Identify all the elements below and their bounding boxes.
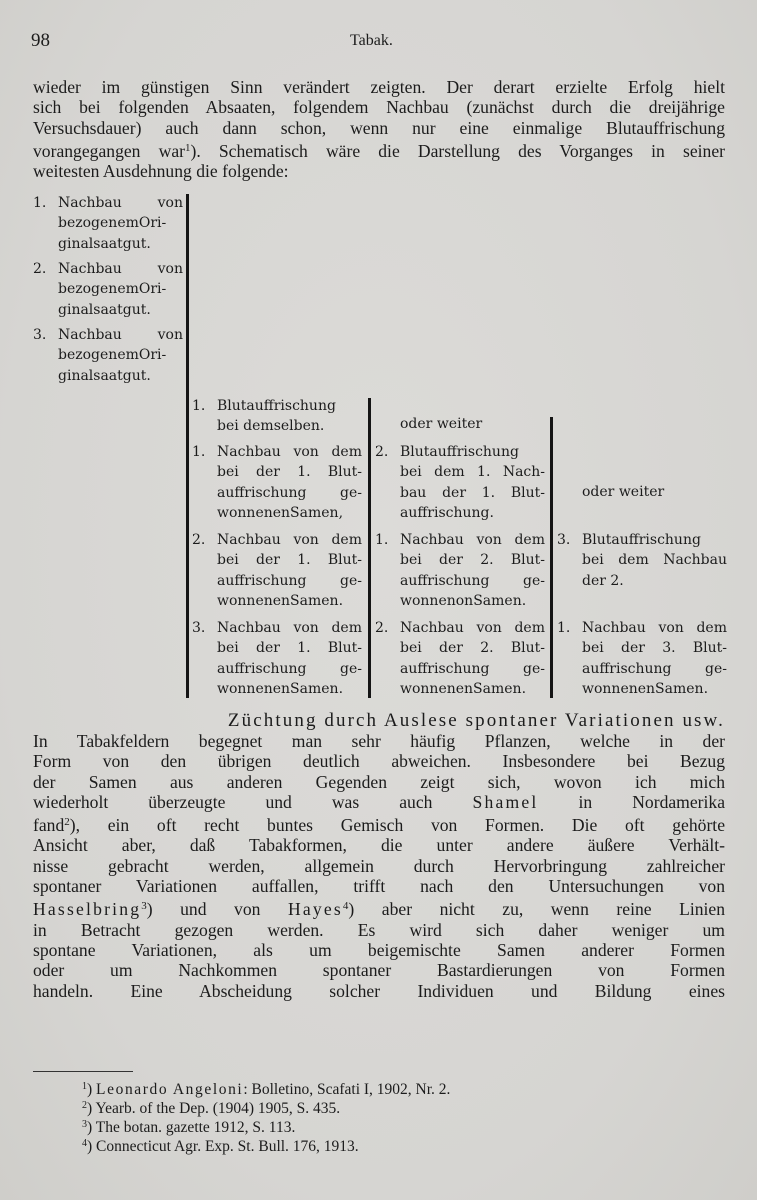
text-fragment: vorangegangen war xyxy=(33,140,185,161)
item-line: Nachbau von dem xyxy=(217,532,362,548)
text-line: In Tabakfeldern begegnet man sehr häufig Pflanzen, welche in der xyxy=(33,731,725,751)
footnote-mark: 1 xyxy=(82,1081,87,1092)
item-number: 1. xyxy=(192,398,206,414)
column-divider xyxy=(368,398,371,698)
item-line: bau der 1. Blut- xyxy=(400,484,545,501)
text-line: oder um Nachkommen spontaner Bastardierungen von Formen xyxy=(33,960,725,981)
text-line xyxy=(33,138,725,161)
item-line: auffrischung ge- xyxy=(217,660,362,677)
text-fragment: ), ein oft recht buntes Gemisch von Formen. Die oft gehörte xyxy=(69,815,725,836)
text-fragment: ). Schematisch wäre die Darstellung des Vorganges in seiner xyxy=(190,140,725,161)
item-line: Nachbau von dem xyxy=(217,444,362,460)
item-number: 1. xyxy=(33,195,47,211)
item-line: bei der 2. Blut- xyxy=(400,640,545,657)
item-line: der 2. xyxy=(582,572,624,589)
item-line: Nachbau von xyxy=(58,261,183,277)
footnote-author: Leonardo Angeloni xyxy=(96,1081,244,1098)
footnote-mark: 4 xyxy=(82,1138,87,1149)
text-line: handeln. Eine Abscheidung solcher Individuen und Bildung eines xyxy=(33,980,725,1001)
item-number: 2. xyxy=(375,444,389,460)
item-line: bei dem 1. Nach- xyxy=(400,464,545,481)
item-line: bezogenemOri- xyxy=(58,281,167,298)
item-line: wonnenenSamen. xyxy=(400,680,527,697)
item-line: Nachbau von xyxy=(58,327,183,343)
item-number: 2. xyxy=(192,532,206,548)
footnote: $^4$) Connecticut Agr. Exp. St. Bull. 176, 1913. xyxy=(82,1138,359,1155)
text-line xyxy=(33,896,725,919)
text-line: der Samen aus anderen Gegenden zeigt sich, wovon ich mich xyxy=(33,771,725,792)
item-line: bei der 2. Blut- xyxy=(400,552,545,569)
author-name: Hayes xyxy=(287,899,343,920)
text-fragment: in Nordamerika xyxy=(578,791,726,812)
item-line: bei der 1. Blut- xyxy=(217,640,362,657)
item-line: Blutauffrischung xyxy=(582,532,701,548)
schema-column-3 xyxy=(375,414,547,699)
item-line: auffrischung ge- xyxy=(217,572,362,589)
item-line: wonnenonSamen. xyxy=(400,592,527,609)
item-line: auffrischung ge- xyxy=(582,660,727,677)
item-line: auffrischung ge- xyxy=(400,660,545,677)
footnote-mark: 2 xyxy=(82,1100,87,1111)
running-title: Tabak. xyxy=(350,32,393,49)
item-line: auffrischung ge- xyxy=(217,484,362,501)
footnote-mark: 3 xyxy=(82,1119,87,1130)
paragraph-intro xyxy=(33,77,725,181)
text-fragment: fand xyxy=(33,815,65,836)
item-line: wonnenenSamen, xyxy=(217,504,344,521)
continuation-note: oder weiter xyxy=(400,416,483,432)
item-line: bei der 1. Blut- xyxy=(217,552,362,569)
text-line: Form von den übrigen deutlich abweichen. Insbesondere bei Bezug xyxy=(33,751,725,772)
item-number: 3. xyxy=(557,532,571,548)
item-line: auffrischung ge- xyxy=(400,572,545,589)
column-divider xyxy=(550,417,553,698)
text-line: Ansicht aber, daß Tabakformen, die unter andere äußere Verhält- xyxy=(33,835,725,856)
author-name: Hasselbring xyxy=(33,899,142,920)
item-number: 1. xyxy=(557,620,571,636)
section-heading: Züchtung durch Auslese spontaner Variationen usw. xyxy=(227,710,725,731)
text-line: weitesten Ausdehnung die folgende: xyxy=(33,161,289,182)
item-line: Nachbau von dem xyxy=(400,620,545,636)
footnote-text: The botan. gazette 1912, S. 113. xyxy=(95,1119,296,1136)
item-line: ginalsaatgut. xyxy=(58,367,151,384)
item-line: bezogenemOri- xyxy=(58,347,167,364)
text-line: spontane Variationen, als um beigemischte Samen anderer Formen xyxy=(33,939,725,960)
item-line: bezogenemOri- xyxy=(58,215,167,232)
item-line: Blutauffrischung xyxy=(400,444,519,460)
text-line: sich bei folgenden Absaaten, folgendem Nachbau (zunächst durch die dreijährige xyxy=(33,97,725,118)
item-line: bei dem Nachbau xyxy=(582,552,727,569)
continuation-note: oder weiter xyxy=(582,484,665,500)
footnote-ref: 1 xyxy=(184,141,191,154)
item-line: bei der 3. Blut- xyxy=(582,640,727,657)
item-line: Nachbau von dem xyxy=(400,532,545,548)
footnote-ref: 3 xyxy=(141,900,147,913)
item-line: Blutauffrischung xyxy=(217,398,336,414)
text-fragment: wiederholt überzeugte und was auch xyxy=(33,791,433,812)
footnote-ref: 2 xyxy=(64,816,70,829)
text-fragment: ) aber nicht zu, wenn reine Linien xyxy=(348,899,725,920)
footnote: $^3$) The botan. gazette 1912, S. 113. xyxy=(82,1119,296,1136)
text-fragment: ) und von xyxy=(146,899,261,920)
item-number: 2. xyxy=(33,261,47,277)
footnote-text: Yearb. of the Dep. (1904) 1905, S. 435. xyxy=(95,1100,341,1117)
item-line: Nachbau von xyxy=(58,195,183,211)
footnote-text: Connecticut Agr. Exp. St. Bull. 176, 1913. xyxy=(96,1138,359,1155)
text-line: nisse gebracht werden, allgemein durch Hervorbringung zahlreicher xyxy=(33,855,725,876)
paragraph-selection xyxy=(33,731,725,1001)
footnote-ref: 4 xyxy=(342,900,349,913)
item-line: Nachbau von dem xyxy=(582,620,727,636)
item-line: wonnenenSamen. xyxy=(582,680,709,697)
text-line: spontaner Variationen auffallen, trifft nach den Untersuchungen von xyxy=(33,876,725,897)
text-line: in Betracht gezogen werden. Es wird sich daher weniger um xyxy=(33,919,725,940)
item-line: ginalsaatgut. xyxy=(58,235,151,252)
schema-column-1 xyxy=(33,193,183,393)
text-line: wieder im günstigen Sinn verändert zeigten. Der derart erzielte Erfolg hielt xyxy=(33,77,725,97)
item-line: wonnenenSamen. xyxy=(217,680,344,697)
item-line: auffrischung. xyxy=(400,504,494,521)
footnote-separator xyxy=(33,1071,133,1072)
text-line: Versuchsdauer) auch dann schon, wenn nur eine einmalige Blutauffrischung xyxy=(33,117,725,138)
footnote: $^1$) Leonardo Angeloni: Bolletino, Scafati I, 1902, Nr. 2. xyxy=(82,1081,451,1098)
item-line: ginalsaatgut. xyxy=(58,301,151,318)
item-number: 1. xyxy=(192,444,206,460)
text-line xyxy=(33,812,725,835)
item-number: 2. xyxy=(375,620,389,636)
item-line: bei der 1. Blut- xyxy=(217,464,362,481)
item-line: bei demselben. xyxy=(217,418,325,435)
item-number: 3. xyxy=(33,327,47,343)
column-divider xyxy=(186,194,189,698)
page-number: 98 xyxy=(31,30,50,51)
item-number: 3. xyxy=(192,620,206,636)
item-number: 1. xyxy=(375,532,389,548)
text-line xyxy=(33,792,725,812)
item-line: Nachbau von dem xyxy=(217,620,362,636)
item-line: wonnenenSamen. xyxy=(217,592,344,609)
schema-column-2 xyxy=(192,396,362,696)
schema-column-4 xyxy=(557,482,727,702)
author-name: Shamel xyxy=(472,791,539,812)
footnote-text: : Bolletino, Scafati I, 1902, Nr. 2. xyxy=(243,1081,451,1098)
footnote: $^2$) Yearb. of the Dep. (1904) 1905, S. 435. xyxy=(82,1100,341,1117)
